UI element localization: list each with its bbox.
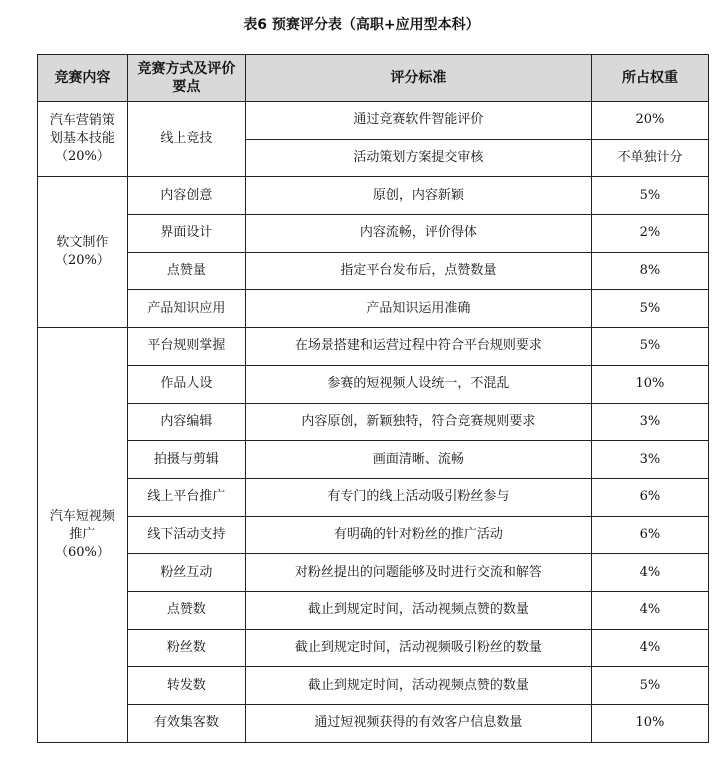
- group-name-cell: [38, 177, 128, 328]
- table-title: 表6 预赛评分表（高职+应用型本科）: [243, 17, 480, 33]
- weight-cell: 5%: [591, 667, 708, 705]
- table-row: [38, 516, 709, 554]
- criteria-cell: 原创，内容新颖: [245, 177, 591, 215]
- group-name-line: （60%）: [54, 544, 110, 560]
- table-row: [38, 441, 709, 479]
- table-row: [38, 328, 709, 366]
- method-cell: 有效集客数: [127, 705, 245, 743]
- weight-cell: 5%: [591, 290, 708, 328]
- criteria-cell: 有明确的针对粉丝的推广活动: [245, 516, 591, 554]
- criteria-cell: 参赛的短视频人设统一，不混乱: [245, 365, 591, 403]
- header-weight: 所占权重: [591, 55, 708, 102]
- method-cell: 线上竞技: [127, 102, 245, 177]
- criteria-cell: 内容流畅，评价得体: [245, 215, 591, 253]
- criteria-cell: 通过短视频获得的有效客户信息数量: [245, 705, 591, 743]
- method-cell: 界面设计: [127, 215, 245, 253]
- criteria-cell: 指定平台发布后，点赞数量: [245, 252, 591, 290]
- table-row: [38, 177, 709, 215]
- weight-cell: 6%: [591, 516, 708, 554]
- table-row: [38, 478, 709, 516]
- weight-cell: 5%: [591, 328, 708, 366]
- table-row: [38, 365, 709, 403]
- criteria-cell: 产品知识运用准确: [245, 290, 591, 328]
- criteria-cell: 活动策划方案提交审核: [245, 139, 591, 177]
- criteria-cell: 画面清晰、流畅: [245, 441, 591, 479]
- method-cell: 线上平台推广: [127, 478, 245, 516]
- header-method: 竞赛方式及评价要点: [127, 55, 245, 102]
- method-cell: 拍摄与剪辑: [127, 441, 245, 479]
- table-row: [38, 591, 709, 629]
- weight-cell: 3%: [591, 403, 708, 441]
- criteria-cell: 内容原创，新颖独特，符合竞赛规则要求: [245, 403, 591, 441]
- weight-cell: 3%: [591, 441, 708, 479]
- method-cell: 点赞量: [127, 252, 245, 290]
- table-row: [38, 705, 709, 743]
- table-row: [38, 102, 709, 140]
- table-row: [38, 629, 709, 667]
- method-cell: 平台规则掌握: [127, 328, 245, 366]
- weight-cell: 6%: [591, 478, 708, 516]
- criteria-cell: 通过竞赛软件智能评价: [245, 102, 591, 140]
- criteria-cell: 对粉丝提出的问题能够及时进行交流和解答: [245, 554, 591, 592]
- weight-cell: 4%: [591, 629, 708, 667]
- table-row: [38, 252, 709, 290]
- method-cell: 粉丝互动: [127, 554, 245, 592]
- weight-cell: 20%: [591, 102, 708, 140]
- header-criteria: 评分标准: [245, 55, 591, 102]
- table-row: [38, 554, 709, 592]
- criteria-cell: 截止到规定时间，活动视频吸引粉丝的数量: [245, 629, 591, 667]
- criteria-cell: 截止到规定时间，活动视频点赞的数量: [245, 591, 591, 629]
- table-row: [38, 215, 709, 253]
- header-content: 竞赛内容: [38, 55, 128, 102]
- weight-cell: 10%: [591, 705, 708, 743]
- method-cell: 转发数: [127, 667, 245, 705]
- weight-cell: 5%: [591, 177, 708, 215]
- weight-cell: 10%: [591, 365, 708, 403]
- criteria-cell: 有专门的线上活动吸引粉丝参与: [245, 478, 591, 516]
- group-name-cell: [38, 328, 128, 743]
- weight-cell: 2%: [591, 215, 708, 253]
- group-name-line: 划基本技能: [49, 131, 115, 147]
- method-cell: 作品人设: [127, 365, 245, 403]
- criteria-cell: 截止到规定时间，活动视频点赞的数量: [245, 667, 591, 705]
- method-cell: 粉丝数: [127, 629, 245, 667]
- weight-cell: 4%: [591, 554, 708, 592]
- group-name-line: （20%）: [54, 149, 110, 165]
- table-row: [38, 403, 709, 441]
- table-row: [38, 667, 709, 705]
- group-name-cell: [38, 102, 128, 177]
- scoring-table: [37, 54, 709, 743]
- weight-cell: 不单独计分: [591, 139, 708, 177]
- group-name-line: 汽车短视频: [49, 508, 115, 524]
- table-row: [38, 290, 709, 328]
- group-name-line: 汽车营销策: [49, 113, 115, 129]
- method-cell: 产品知识应用: [127, 290, 245, 328]
- weight-cell: 8%: [591, 252, 708, 290]
- group-name-line: 推广: [69, 526, 96, 542]
- method-cell: 内容创意: [127, 177, 245, 215]
- header-row: [38, 55, 709, 102]
- weight-cell: 4%: [591, 591, 708, 629]
- method-cell: 线下活动支持: [127, 516, 245, 554]
- criteria-cell: 在场景搭建和运营过程中符合平台规则要求: [245, 328, 591, 366]
- method-cell: 内容编辑: [127, 403, 245, 441]
- group-name-line: （20%）: [54, 253, 110, 269]
- method-cell: 点赞数: [127, 591, 245, 629]
- group-name-line: 软文制作: [56, 235, 109, 251]
